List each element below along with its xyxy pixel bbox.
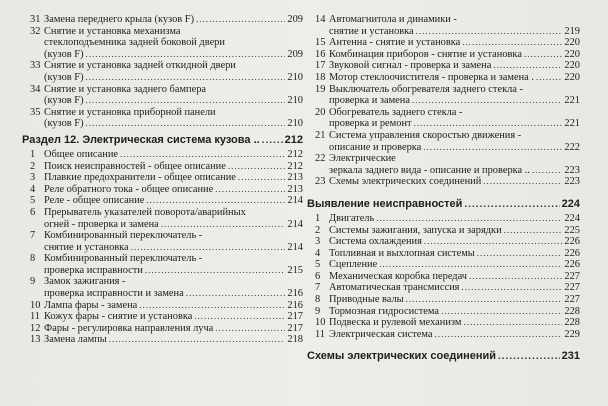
page-number: 209 — [287, 14, 303, 25]
spacer — [315, 188, 580, 194]
entry-number: 19 — [315, 83, 326, 95]
entry-title: Электрическая система — [329, 328, 433, 340]
entry-title: Топливная и выхлопная системы — [329, 247, 475, 259]
toc-entry[interactable] — [30, 311, 303, 323]
section-title: Выявление неисправностей — [307, 197, 463, 210]
entry-title: зеркала заднего вида - описание и проверка .. — [329, 164, 530, 176]
toc-entry[interactable] — [30, 207, 303, 219]
toc-entry[interactable] — [315, 84, 580, 96]
entry-title: Подвеска и рулевой механизм — [329, 317, 462, 329]
dot-leader — [109, 334, 286, 346]
dot-leader — [532, 165, 562, 177]
page-number: 226 — [564, 247, 580, 259]
entry-number: 12 — [30, 322, 41, 334]
page-number: 215 — [287, 264, 303, 276]
page-number: 214 — [287, 218, 303, 230]
entry-number: 2 — [315, 224, 321, 236]
toc-entry[interactable] — [30, 118, 303, 130]
dot-leader — [215, 323, 285, 335]
toc-entry[interactable] — [315, 37, 580, 49]
entry-title: Мотор стеклоочистителя - проверка и замена . — [329, 71, 534, 83]
page-number: 220 — [564, 71, 580, 83]
dot-leader — [131, 242, 286, 254]
page-number: 227 — [564, 270, 580, 282]
page-number: 214 — [287, 241, 303, 253]
page-number: 220 — [564, 60, 580, 72]
page-number: 212 — [287, 148, 303, 160]
page-number: 213 — [287, 172, 303, 184]
dot-leader — [412, 95, 562, 107]
page-number: 224 — [564, 212, 580, 224]
entry-number: 14 — [315, 14, 326, 25]
entry-title: проверка исправности и замена — [44, 288, 184, 300]
entry-number: 11 — [30, 311, 41, 323]
entry-number: 6 — [315, 270, 321, 282]
entry-title: Обогреватель заднего стекла - — [329, 106, 463, 118]
page-number: 222 — [564, 141, 580, 153]
toc-entry[interactable] — [315, 271, 580, 283]
entry-number: 7 — [315, 282, 321, 294]
toc-entry[interactable] — [315, 26, 580, 38]
dot-leader — [536, 72, 562, 84]
toc-entry[interactable] — [30, 172, 303, 184]
toc-entry[interactable] — [30, 161, 303, 173]
toc-entry[interactable] — [30, 26, 303, 38]
dot-leader — [424, 236, 563, 248]
entry-number: 13 — [30, 334, 41, 346]
page-number: 220 — [564, 37, 580, 49]
page-number: 224 — [561, 197, 580, 210]
entry-title: Снятие и установка задней откидной двери — [44, 60, 236, 72]
page-number: 225 — [564, 224, 580, 236]
entry-number: 4 — [315, 247, 321, 259]
entry-title: Кожух фары - снятие и установка — [44, 311, 193, 323]
entry-number: 5 — [315, 259, 321, 271]
toc-entry[interactable] — [315, 130, 580, 142]
dot-leader — [376, 213, 562, 225]
toc-entry[interactable] — [30, 184, 303, 196]
toc-entry[interactable] — [30, 323, 303, 335]
entry-title: Общее описание — [44, 148, 119, 160]
entry-title: Сцепление — [329, 259, 378, 271]
entry-number: 3 — [315, 236, 321, 248]
toc-entry[interactable] — [315, 248, 580, 260]
entry-number: 17 — [315, 60, 326, 72]
entry-title: Система охлаждения — [329, 236, 422, 248]
page-number: 210 — [287, 118, 303, 130]
toc-entry[interactable] — [315, 107, 580, 119]
dot-leader — [462, 37, 562, 49]
dot-leader — [86, 49, 286, 61]
dot-leader — [194, 311, 285, 323]
page-number: 209 — [287, 48, 303, 60]
toc-entry[interactable] — [315, 236, 580, 248]
page-number: 220 — [564, 48, 580, 60]
entry-title: проверка исправности — [44, 264, 143, 276]
dot-leader — [238, 172, 286, 184]
dot-leader — [196, 14, 285, 26]
entry-number: 32 — [30, 25, 41, 37]
entry-number: 6 — [30, 206, 36, 218]
entry-title: огней - проверка и замена — [44, 218, 159, 230]
toc-entry[interactable] — [30, 334, 303, 346]
toc-entry[interactable] — [315, 95, 580, 107]
toc-entry[interactable] — [315, 72, 580, 84]
toc-entry[interactable] — [315, 259, 580, 271]
dot-leader — [414, 118, 563, 130]
dot-leader — [435, 329, 563, 341]
toc-entry[interactable] — [30, 72, 303, 84]
dot-leader — [186, 288, 286, 300]
dot-leader — [215, 184, 285, 196]
toc-entry[interactable] — [30, 49, 303, 61]
toc-section-heading[interactable] — [307, 197, 580, 212]
section-title: Раздел 12. Электрическая система кузова .. — [22, 133, 260, 146]
entry-title: Реле обратного тока - общее описание — [44, 183, 214, 195]
entry-title: (кузов F) — [44, 48, 84, 60]
entry-title: снятие и установка — [329, 25, 414, 37]
dot-leader — [461, 282, 562, 294]
page-number: 219 — [564, 25, 580, 37]
entry-number: 35 — [30, 106, 41, 118]
entry-title: Комбинированный переключатель - — [44, 230, 203, 242]
toc-entry[interactable] — [315, 213, 580, 225]
dot-leader — [493, 60, 562, 72]
entry-number: 22 — [315, 153, 326, 165]
dot-leader — [524, 49, 562, 61]
toc-entry[interactable] — [315, 176, 580, 188]
entry-title: Система управления скоростью движения - — [329, 129, 522, 141]
page-number: 221 — [564, 118, 580, 130]
dot-leader — [145, 265, 286, 277]
entry-number: 31 — [30, 14, 41, 25]
toc-entry[interactable] — [30, 95, 303, 107]
dot-leader — [262, 133, 283, 148]
entry-title: Двигатель — [329, 212, 375, 224]
dot-leader — [228, 161, 286, 173]
entry-title: Реле - общее описание — [44, 195, 145, 207]
toc-entry[interactable] — [30, 253, 303, 265]
toc-section-heading[interactable] — [22, 133, 303, 148]
page-number: 212 — [287, 160, 303, 172]
page-number: 223 — [564, 164, 580, 176]
entry-title: Снятие и установка механизма — [44, 25, 181, 37]
toc-right-column — [307, 14, 580, 365]
entry-number: 1 — [30, 148, 36, 160]
dot-leader — [146, 195, 285, 207]
entry-number: 7 — [30, 230, 36, 242]
entry-title: снятие и установка — [44, 241, 129, 253]
entry-title: проверка и ремонт — [329, 118, 412, 130]
entry-title: Замок зажигания - — [44, 276, 126, 288]
entry-title: Антенна - снятие и установка — [329, 37, 461, 49]
toc-entry[interactable] — [315, 282, 580, 294]
entry-number: 33 — [30, 60, 41, 72]
dot-leader — [161, 219, 286, 231]
entry-title: (кузов F) — [44, 95, 84, 107]
entry-title: Комбинированный переключатель - — [44, 253, 203, 265]
toc-entry[interactable] — [30, 276, 303, 288]
dot-leader — [441, 306, 562, 318]
entry-title: Фары - регулировка направления луча — [44, 322, 214, 334]
spacer — [315, 340, 580, 346]
toc-entry[interactable] — [30, 288, 303, 300]
entry-title: (кузов F) — [44, 118, 84, 130]
page-number: 216 — [287, 288, 303, 300]
entry-title: Тормозная гидросистема — [329, 305, 440, 317]
entry-number: 9 — [30, 276, 36, 288]
dot-leader — [423, 142, 562, 154]
entry-number: 8 — [30, 253, 36, 265]
toc-entry[interactable] — [30, 230, 303, 242]
dot-leader — [469, 271, 562, 283]
toc-left-column — [22, 14, 303, 346]
toc-entry[interactable] — [30, 195, 303, 207]
entry-title: Замена лампы — [44, 334, 107, 346]
page-number: 231 — [561, 350, 580, 363]
toc-entry[interactable] — [30, 242, 303, 254]
page-number: 217 — [287, 311, 303, 323]
toc-entry[interactable] — [30, 14, 303, 26]
page-number: 226 — [564, 236, 580, 248]
toc-entry[interactable] — [30, 300, 303, 312]
entry-title: Замена переднего крыла (кузов F) — [44, 14, 195, 25]
toc-entry[interactable] — [315, 49, 580, 61]
page-number: 228 — [564, 305, 580, 317]
dot-leader — [463, 317, 562, 329]
dot-leader — [504, 225, 563, 237]
page-number: 212 — [284, 133, 303, 146]
dot-leader — [86, 95, 286, 107]
toc-entry[interactable] — [30, 60, 303, 72]
entry-number: 10 — [315, 317, 326, 329]
page-number: 216 — [287, 299, 303, 311]
entry-title: Прерыватель указателей поворота/аварийных — [44, 206, 246, 218]
toc-entry[interactable] — [315, 165, 580, 177]
entry-title: Лампа фары - замена — [44, 299, 138, 311]
toc-entry[interactable] — [315, 306, 580, 318]
entry-number: 11 — [315, 328, 326, 340]
dot-leader — [416, 26, 563, 38]
toc-entry[interactable] — [30, 37, 303, 49]
toc-entry[interactable] — [315, 14, 580, 26]
entry-title: стеклоподъемника задней боковой двери — [44, 37, 225, 49]
toc-entry[interactable] — [315, 329, 580, 341]
page-number: 226 — [564, 259, 580, 271]
entry-number: 4 — [30, 183, 36, 195]
entry-number: 20 — [315, 106, 326, 118]
page-number: 214 — [287, 195, 303, 207]
entry-title: описание и проверка — [329, 141, 422, 153]
page-number: 223 — [564, 176, 580, 188]
entry-title: Поиск неисправностей - общее описание — [44, 160, 226, 172]
entry-title: Выключатель обогревателя заднего стекла - — [329, 83, 523, 95]
entry-title: Снятие и установка заднего бампера — [44, 83, 207, 95]
dot-leader — [477, 248, 563, 260]
toc-entry[interactable] — [315, 118, 580, 130]
toc-entry[interactable] — [30, 219, 303, 231]
entry-number: 15 — [315, 37, 326, 49]
toc-entry[interactable] — [315, 153, 580, 165]
toc-entry[interactable] — [315, 317, 580, 329]
toc-section-heading[interactable] — [307, 349, 580, 364]
dot-leader — [120, 149, 285, 161]
dot-leader — [464, 197, 559, 212]
entry-title: Звуковой сигнал - проверка и замена — [329, 60, 492, 72]
entry-title: Автоматическая трансмиссия — [329, 282, 460, 294]
toc-entry[interactable] — [315, 60, 580, 72]
toc-entry[interactable] — [30, 149, 303, 161]
page-number: 210 — [287, 71, 303, 83]
page-number: 227 — [564, 282, 580, 294]
entry-number: 9 — [315, 305, 321, 317]
entry-number: 34 — [30, 83, 41, 95]
dot-leader — [86, 72, 286, 84]
entry-number: 16 — [315, 48, 326, 60]
dot-leader — [483, 176, 562, 188]
entry-title: проверка и замена — [329, 95, 410, 107]
page-number: 213 — [287, 183, 303, 195]
entry-number: 2 — [30, 160, 36, 172]
entry-number: 21 — [315, 129, 326, 141]
toc-entry[interactable] — [315, 294, 580, 306]
entry-title: Комбинация приборов - снятие и установка — [329, 48, 522, 60]
dot-leader — [498, 349, 560, 364]
entry-title: Автомагнитола и динамики - — [329, 14, 457, 25]
entry-number: 10 — [30, 299, 41, 311]
dot-leader — [379, 259, 562, 271]
entry-number: 23 — [315, 176, 326, 188]
toc-entry[interactable] — [30, 84, 303, 96]
entry-title: Механическая коробка передач — [329, 270, 467, 282]
toc-entry[interactable] — [30, 265, 303, 277]
entry-number: 3 — [30, 172, 36, 184]
page-number: 218 — [287, 334, 303, 346]
page-number: 221 — [564, 95, 580, 107]
section-title: Схемы электрических соединений — [307, 350, 497, 363]
page-number: 210 — [287, 95, 303, 107]
toc-entry[interactable] — [315, 225, 580, 237]
page-number: 228 — [564, 317, 580, 329]
entry-title: (кузов F) — [44, 71, 84, 83]
entry-number: 5 — [30, 195, 36, 207]
entry-title: Снятие и установка приборной панели — [44, 106, 216, 118]
entry-title: Приводные валы — [329, 294, 404, 306]
dot-leader — [86, 118, 286, 130]
entry-title: Электрические — [329, 153, 396, 165]
entry-number: 1 — [315, 212, 321, 224]
entry-title: Схемы электрических соединений — [329, 176, 482, 188]
entry-number: 18 — [315, 71, 326, 83]
page-number: 229 — [564, 328, 580, 340]
dot-leader — [406, 294, 563, 306]
toc-entry[interactable] — [315, 142, 580, 154]
entry-number: 8 — [315, 294, 321, 306]
entry-title: Плавкие предохранители - общее описание — [44, 172, 236, 184]
page-number: 227 — [564, 294, 580, 306]
page-number: 217 — [287, 322, 303, 334]
dot-leader — [139, 300, 285, 312]
entry-title: Системы зажигания, запуска и зарядки — [329, 224, 502, 236]
toc-entry[interactable] — [30, 107, 303, 119]
